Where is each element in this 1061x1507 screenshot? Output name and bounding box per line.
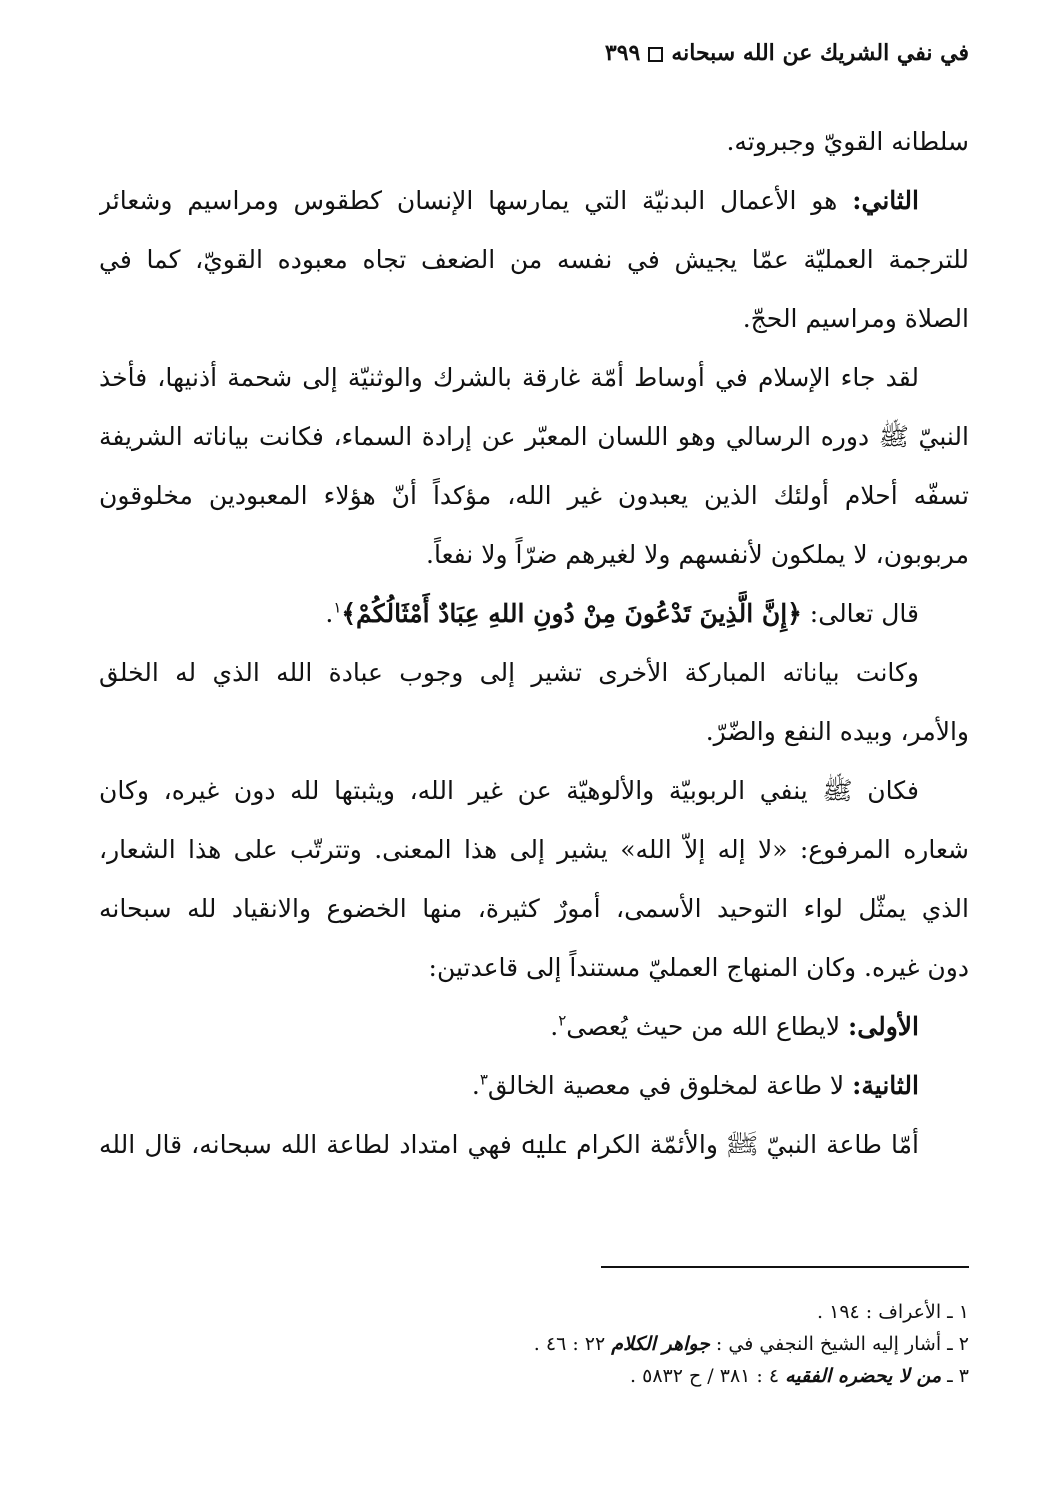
text-line: تسفّه أحلام أولئك الذين يعبدون غير الله، مؤكداً أنّ هؤلاء المعبودين مخلوقون	[99, 481, 969, 510]
page-number: ٣٩٩	[604, 40, 641, 66]
text-line: الثاني: هو الأعمال البدنيّة التي يمارسها الإنسان كطقوس ومراسيم وشعائر	[99, 186, 919, 215]
text-line: الذي يمثّل لواء التوحيد الأسمى، أمورٌ كثيرة، منها الخضوع والانقياد لله سبحانه	[99, 894, 969, 923]
section-label: الثاني:	[852, 186, 919, 215]
quran-verse: ﴿إِنَّ الَّذِينَ تَدْعُونَ مِنْ دُونِ اللهِ عِبَادٌ أَمْثَالُكُمْ﴾	[341, 599, 802, 628]
text-line: والأمر، وبيده النفع والضّرّ.	[705, 717, 969, 746]
footnote-divider	[601, 1266, 969, 1268]
header-title: في نفي الشريك عن الله سبحانه	[671, 40, 969, 66]
text-line: قال تعالى: ﴿إِنَّ الَّذِينَ تَدْعُونَ مِنْ دُونِ اللهِ عِبَادٌ أَمْثَالُكُمْ﴾$^١$.	[325, 598, 919, 628]
text-line: لقد جاء الإسلام في أوساط أمّة غارقة بالشرك والوثنيّة إلى شحمة أذنيها، فأخذ	[99, 363, 919, 392]
footnote: ١ ـ الأعراف : ١٩٤ .	[817, 1301, 969, 1323]
text-line: الثانية: لا طاعة لمخلوق في معصية الخالق$^٣$.	[471, 1070, 919, 1100]
text-line: فكان ﷺ ينفي الربوبيّة والألوهيّة عن غير الله، ويثبتها لله دون غيره، وكان	[99, 776, 919, 805]
footnote-marker: ٢	[558, 1011, 567, 1030]
body-text	[99, 112, 969, 1174]
footnote: ٣ ـ من لا يحضره الفقيه ٤ : ٣٨١ / ح ٥٨٣٢ .	[630, 1365, 969, 1387]
running-header	[605, 40, 969, 66]
book-title: جواهر الكلام	[611, 1333, 710, 1355]
footnotes	[99, 1296, 969, 1392]
text-line: شعاره المرفوع: «لا إله إلاّ الله» يشير إلى هذا المعنى. وتترتّب على هذا الشعار،	[99, 835, 969, 864]
footnote-marker: ١	[333, 598, 342, 617]
text-line: دون غيره. وكان المنهاج العمليّ مستنداً إلى قاعدتين:	[428, 953, 969, 982]
text-line: النبيّ ﷺ دوره الرسالي وهو اللسان المعبّر عن إرادة السماء، فكانت بياناته الشريفة	[99, 422, 969, 451]
text-line: الأولى: لايطاع الله من حيث يُعصى$^٢$.	[550, 1011, 919, 1041]
footnote: ٢ ـ أشار إليه الشيخ النجفي في : جواهر الكلام ٢٢ : ٤٦ .	[533, 1333, 969, 1355]
book-title: من لا يحضره الفقيه	[785, 1365, 942, 1387]
footnote-marker: ٣	[479, 1070, 488, 1089]
rule-label: الأولى:	[848, 1012, 919, 1041]
rule-label: الثانية:	[852, 1071, 919, 1100]
text-line: مربوبون، لا يملكون لأنفسهم ولا لغيرهم ضرّاً ولا نفعاً.	[426, 540, 969, 569]
text-line: أمّا طاعة النبيّ ﷺ والأئمّة الكرام ﷷ فهي امتداد لطاعة الله سبحانه، قال الله	[99, 1130, 919, 1159]
square-ornament-icon	[648, 47, 663, 62]
text-line: الصلاة ومراسيم الحجّ.	[742, 304, 969, 333]
text-line: سلطانه القويّ وجبروته.	[726, 127, 969, 156]
text-line: وكانت بياناته المباركة الأخرى تشير إلى وجوب عبادة الله الذي له الخلق	[99, 658, 919, 687]
text-line: للترجمة العمليّة عمّا يجيش في نفسه من الضعف تجاه معبوده القويّ، كما في	[99, 245, 969, 274]
